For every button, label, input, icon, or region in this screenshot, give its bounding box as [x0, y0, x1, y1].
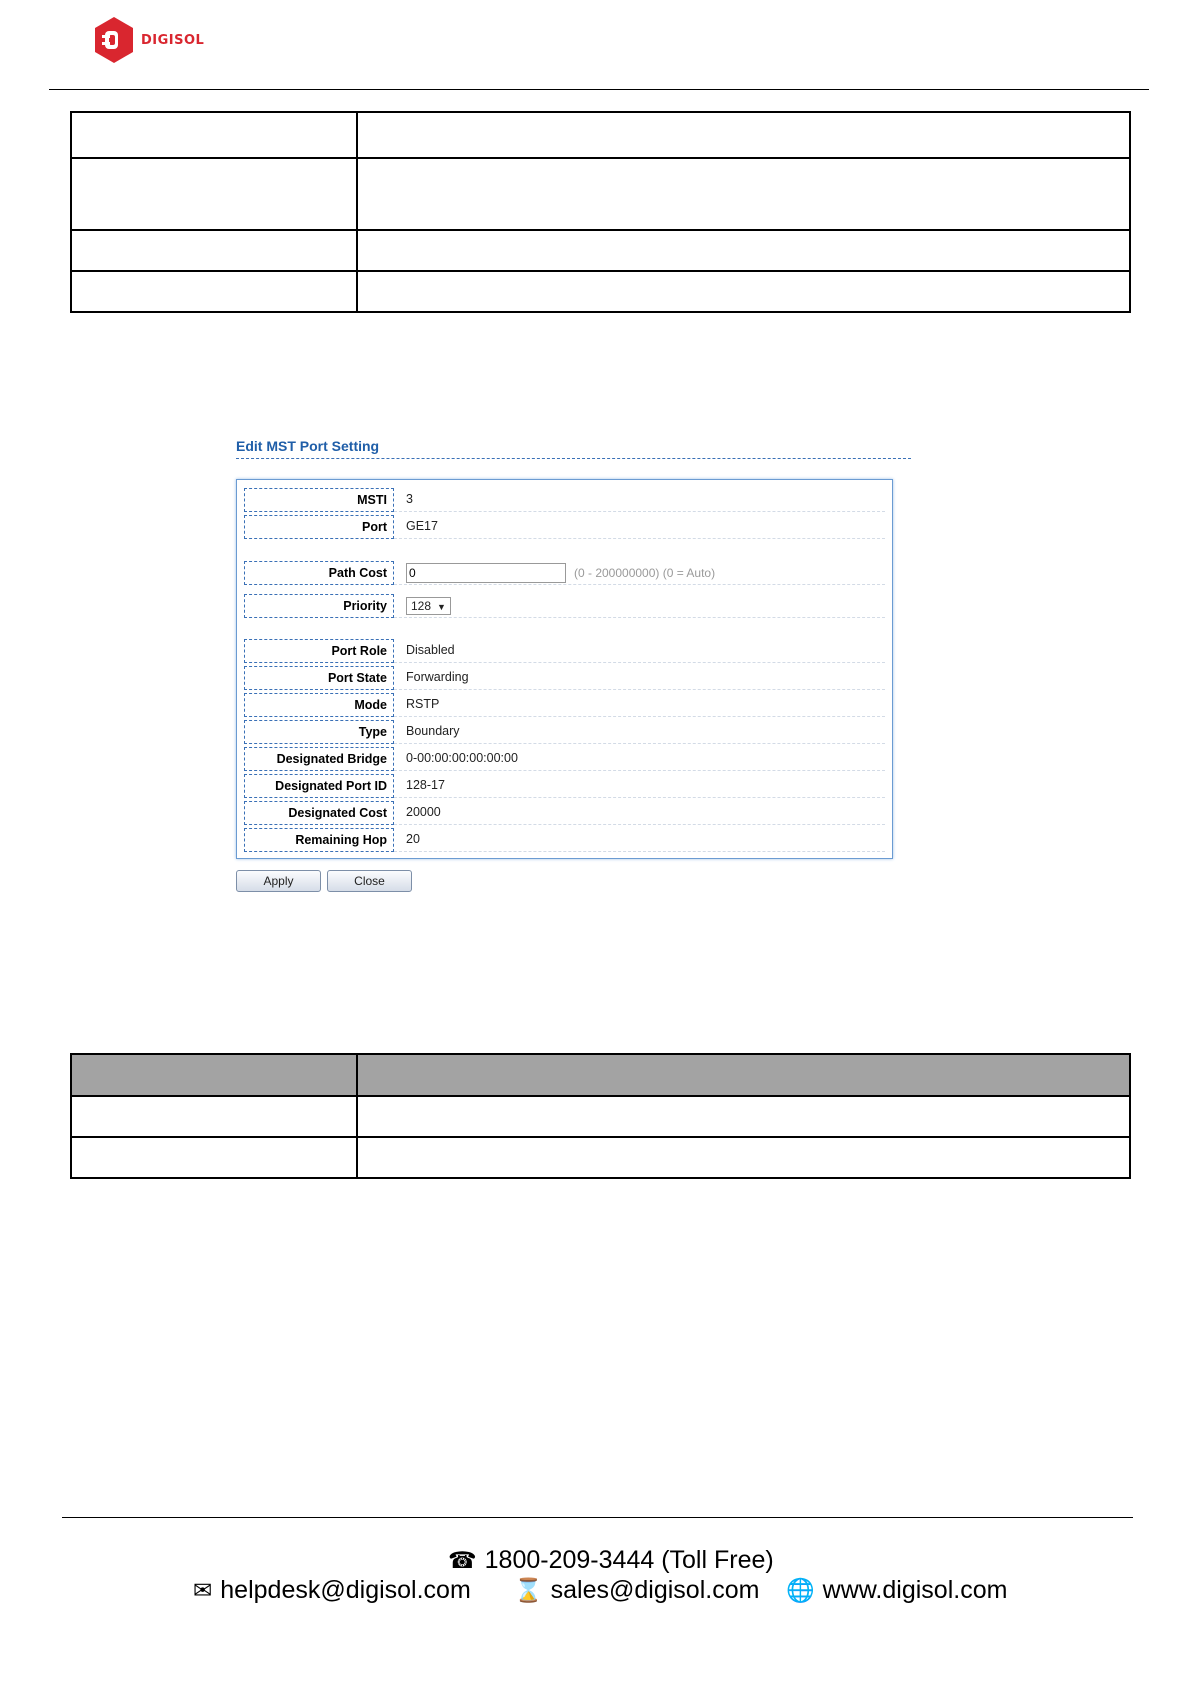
- designated-cost-label: Designated Cost: [244, 801, 394, 825]
- sales-email-link[interactable]: sales@digisol.com: [550, 1576, 760, 1604]
- port-role-label: Port Role: [244, 639, 394, 663]
- brand-name: DIGISOL: [141, 32, 205, 48]
- path-cost-input[interactable]: 0: [406, 563, 566, 583]
- footer-divider: [62, 1517, 1133, 1518]
- table-row: [71, 1137, 1130, 1178]
- mode-row: [244, 693, 885, 717]
- helpdesk-email-link[interactable]: helpdesk@digisol.com: [220, 1576, 471, 1604]
- designated-cost-row: [244, 801, 885, 825]
- port-state-row: [244, 666, 885, 690]
- apply-button[interactable]: Apply: [236, 870, 321, 892]
- phone-icon: ☎: [448, 1547, 477, 1573]
- type-label: Type: [244, 720, 394, 744]
- path-cost-cell: [394, 561, 885, 585]
- parameter-table-bottom: [70, 1053, 1131, 1179]
- panel-title: Edit MST Port Setting: [236, 438, 380, 454]
- footer-sales: [514, 1576, 759, 1605]
- header-divider: [49, 89, 1149, 90]
- table-row: [71, 112, 1130, 158]
- priority-cell: [394, 594, 885, 618]
- path-cost-label: Path Cost: [244, 561, 394, 585]
- designated-cost-value: 20000: [394, 801, 885, 825]
- table-row: [71, 1096, 1130, 1137]
- mode-label: Mode: [244, 693, 394, 717]
- port-role-value: Disabled: [394, 639, 885, 663]
- designated-port-id-value: 128-17: [394, 774, 885, 798]
- port-state-value: Forwarding: [394, 666, 885, 690]
- digisol-logo-icon: [94, 16, 134, 64]
- priority-row: [244, 594, 885, 618]
- designated-bridge-label: Designated Bridge: [244, 747, 394, 771]
- priority-selected-value: 128: [411, 598, 432, 613]
- port-value: GE17: [394, 515, 885, 539]
- website-link[interactable]: www.digisol.com: [822, 1576, 1008, 1604]
- type-value: Boundary: [394, 720, 885, 744]
- table-header-row: [71, 1054, 1130, 1096]
- footer-website: [786, 1576, 1007, 1605]
- close-button[interactable]: Close: [327, 870, 412, 892]
- designated-port-id-row: [244, 774, 885, 798]
- table-row: [71, 271, 1130, 312]
- msti-value: 3: [394, 488, 885, 512]
- remaining-hop-row: [244, 828, 885, 852]
- edit-mst-port-panel: [236, 479, 893, 859]
- parameter-table-top: [70, 111, 1131, 313]
- msti-row: [244, 488, 885, 512]
- priority-select[interactable]: [406, 597, 451, 615]
- port-row: [244, 515, 885, 539]
- port-label: Port: [244, 515, 394, 539]
- mail-icon: ✉: [193, 1577, 213, 1603]
- globe-icon: 🌐: [786, 1577, 815, 1603]
- title-divider: [236, 458, 911, 459]
- chevron-down-icon: ▼: [437, 601, 446, 612]
- priority-label: Priority: [244, 594, 394, 618]
- designated-port-id-label: Designated Port ID: [244, 774, 394, 798]
- table-row: [71, 158, 1130, 230]
- phone-number: 1800-209-3444 (Toll Free): [484, 1546, 774, 1574]
- footer-phone: [448, 1546, 774, 1575]
- type-row: [244, 720, 885, 744]
- digisol-logo: [94, 16, 204, 64]
- hourglass-icon: ⌛: [514, 1577, 543, 1603]
- designated-bridge-row: [244, 747, 885, 771]
- table-row: [71, 230, 1130, 271]
- footer-helpdesk: [193, 1576, 471, 1605]
- port-state-label: Port State: [244, 666, 394, 690]
- path-cost-hint: (0 - 200000000) (0 = Auto): [574, 565, 716, 580]
- remaining-hop-value: 20: [394, 828, 885, 852]
- path-cost-row: [244, 561, 885, 585]
- mode-value: RSTP: [394, 693, 885, 717]
- msti-label: MSTI: [244, 488, 394, 512]
- port-role-row: [244, 639, 885, 663]
- remaining-hop-label: Remaining Hop: [244, 828, 394, 852]
- designated-bridge-value: 0-00:00:00:00:00:00: [394, 747, 885, 771]
